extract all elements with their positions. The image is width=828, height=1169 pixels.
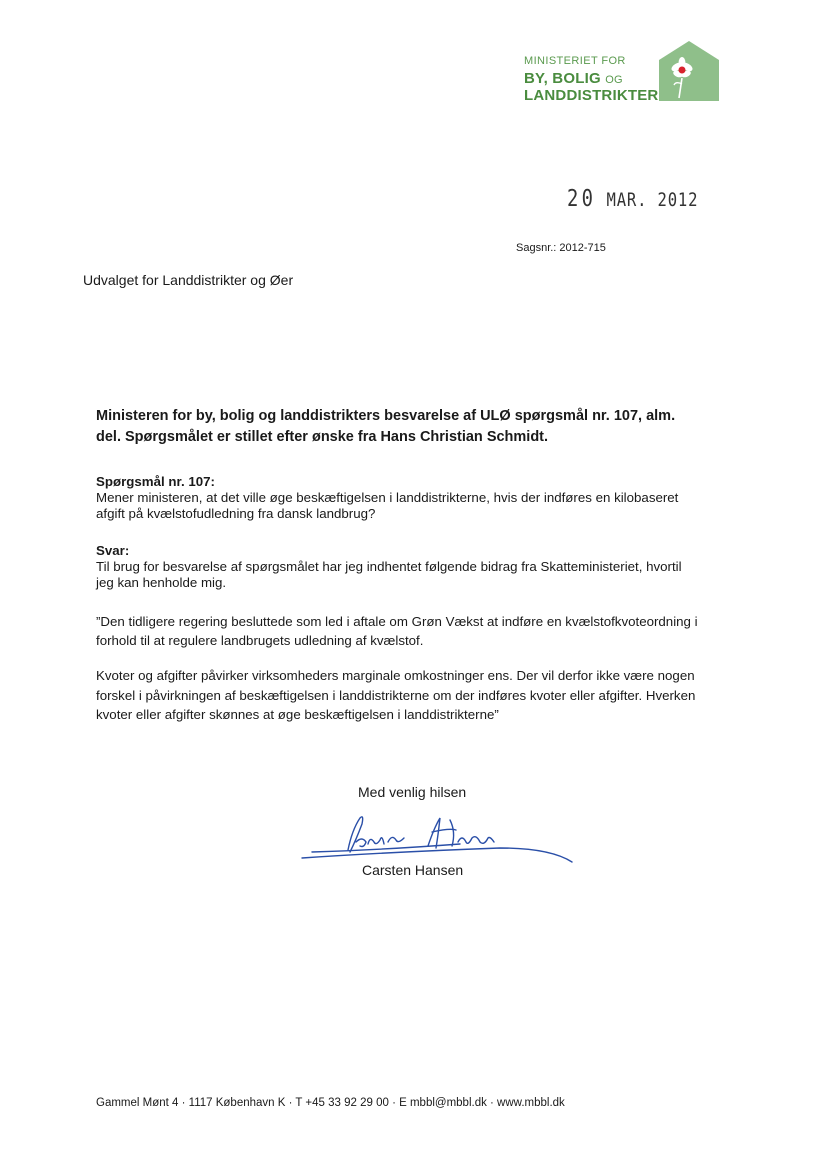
- logo-line-2: [524, 71, 658, 86]
- ministry-logo-text: [524, 56, 658, 103]
- logo-line-2-main: BY, BOLIG: [524, 70, 601, 87]
- logo-line-2-og: OG: [605, 74, 623, 86]
- heading-line-2: del. Spørgsmålet er stillet efter ønske fra Hans Christian Schmidt.: [96, 429, 549, 445]
- answer-label: Svar:: [96, 543, 130, 558]
- date-stamp-day: 20: [567, 186, 597, 212]
- logo-line-1: MINISTERIET FOR: [524, 55, 626, 67]
- logo-line-3: LANDDISTRIKTER: [524, 87, 659, 104]
- answer-line-2: jeg kan henholde mig.: [96, 575, 227, 590]
- recipient: Udvalget for Landdistrikter og Øer: [83, 272, 294, 288]
- quote-paragraph-2: [96, 666, 736, 725]
- answer-line-1: Til brug for besvarelse af spørgsmålet har jeg indhentet følgende bidrag fra Skatteministeriet, hvortil: [96, 559, 682, 574]
- question-label: Spørgsmål nr. 107:: [96, 474, 215, 489]
- heading-line-1: Ministeren for by, bolig og landdistrikters besvarelse af ULØ spørgsmål nr. 107, alm.: [96, 408, 676, 424]
- quote2-line-3: kvoter eller afgifter skønnes at øge beskæftigelsen i landdistrikterne”: [96, 707, 499, 722]
- quote2-line-1: Kvoter og afgifter påvirker virksomheders marginale omkostninger ens. Der vil derfor ikke være nogen: [96, 668, 695, 683]
- closing-greeting: Med venlig hilsen: [358, 784, 467, 800]
- house-flower-icon: [657, 40, 721, 102]
- handwritten-signature: [300, 812, 575, 864]
- case-number: Sagsnr.: 2012-715: [516, 242, 606, 254]
- footer-contact: Gammel Mønt 4 · 1117 København K · T +45 33 92 29 00 · E mbbl@mbbl.dk · www.mbbl.dk: [96, 1097, 565, 1109]
- date-stamp: [567, 186, 698, 212]
- question-line-2: afgift på kvælstofudledning fra dansk landbrug?: [96, 506, 376, 521]
- quote2-line-2: forskel i påvirkningen af beskæftigelsen i landdistrikterne om der indføres kvoter eller afgifter. Hverken: [96, 687, 696, 703]
- quote1-line-1: ”Den tidligere regering besluttede som led i aftale om Grøn Vækst at indføre en kvælstofkvoteordning i: [96, 614, 698, 629]
- signer-name: Carsten Hansen: [362, 862, 464, 878]
- question-block: [96, 474, 736, 522]
- date-stamp-month-year: MAR. 2012: [606, 189, 699, 211]
- letter-heading: [96, 406, 736, 448]
- answer-block: [96, 543, 736, 591]
- quote1-line-2: forhold til at regulere landbrugets udledning af kvælstof.: [96, 633, 424, 648]
- quote-paragraph-1: [96, 612, 736, 650]
- question-line-1: Mener ministeren, at det ville øge beskæftigelsen i landdistrikterne, hvis der indføres en kilobaseret: [96, 490, 679, 505]
